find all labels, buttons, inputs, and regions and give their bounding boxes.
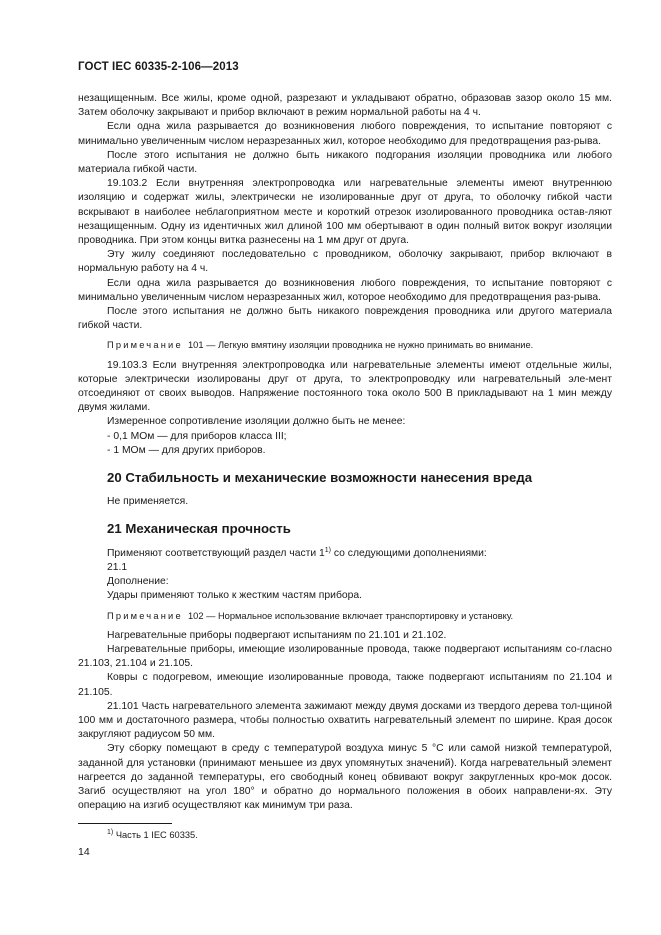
paragraph <box>78 547 612 561</box>
paragraph: Измеренное сопротивление изоляции должно быть не менее: <box>107 416 406 428</box>
note-label: Примечание <box>107 610 183 621</box>
section-heading-21: 21 Механическая прочность <box>107 521 291 537</box>
paragraph: После этого испытания не должно быть никакого повреждения проводника или другого материала гибкой части. <box>78 306 612 332</box>
section-heading-20: 20 Стабильность и механические возможности нанесения вреда <box>107 470 533 486</box>
footnote-separator <box>78 823 172 824</box>
clause-number: 21.1 <box>107 561 128 573</box>
list-item: - 1 МОм — для других приборов. <box>107 444 266 456</box>
paragraph: Если одна жила разрывается до возникновения любого повреждения, то испытание повторяют с минимально увеличенным числом неразрезанных жил, которое необходимо для предотвращения раз-рыва. <box>78 121 612 147</box>
paragraph: Дополнение: <box>107 576 169 588</box>
paragraph: Удары применяют только к жестким частям прибора. <box>107 590 362 602</box>
paragraph: Нагревательные приборы подвергают испытаниям по 21.101 и 21.102. <box>107 629 447 641</box>
footnote-ref: 1) <box>324 546 331 554</box>
footnote-marker: 1) <box>107 829 114 836</box>
paragraph-text: со следующими дополнениями: <box>331 547 487 559</box>
document-body <box>78 92 612 813</box>
paragraph: Ковры с подогревом, имеющие изолированные провода, также подвергают испытаниям по 21.104 и 21.105. <box>78 672 612 698</box>
footnote <box>107 830 198 840</box>
paragraph-21-101: 21.101 Часть нагревательного элемента зажимают между двумя досками из твердого дерева тол-щиной 100 мм и достаточного размера, чтобы полностью охватить нагревательный элемент по ширине. Края досок закругляют радиусом 50 мм. <box>78 700 612 741</box>
note-label: Примечание <box>107 340 183 351</box>
paragraph: Эту сборку помещают в среду с температурой воздуха минус 5 °С или самой низкой температурой, заданной для установки (принимают меньшее из двух упомянутых значений). Когда нагревательный элемент нагреется до заданной температуры, его свободный конец обвивают вокруг закругленных кро-мок досок. Загиб осуществляют на угол 180° и обратно до нормального положения в обоих направлени-ях. Эту операцию на изгиб осуществляют как минимум три раза. <box>78 743 612 812</box>
footnote-text: Часть 1 IEC 60335. <box>113 830 198 840</box>
paragraph-text: Применяют соответствующий раздел части 1 <box>107 547 325 559</box>
paragraph: незащищенным. Все жилы, кроме одной, разрезают и укладывают обратно, образовав зазор около 15 мм. Затем оболочку закрывают и прибор включают в режим нормальной работы на 4 ч. <box>78 93 612 119</box>
note-101 <box>78 338 612 352</box>
paragraph: Нагревательные приборы, имеющие изолированные провода, также подвергают испытаниям со-гласно 21.103, 21.104 и 21.105. <box>78 643 612 670</box>
note-text: 101 — Легкую вмятину изоляции проводника не нужно принимать во внимание. <box>187 340 534 351</box>
document-header: ГОСТ IEC 60335-2-106—2013 <box>78 61 239 73</box>
list-item: - 0,1 МОм — для приборов класса III; <box>107 430 287 442</box>
paragraph-19-103-3: 19.103.3 Если внутренняя электропроводка или нагревательные элементы имеют отдельные жилы, которые электрически изолированы друг от друга, то электропроводку или нагревательный эле-мент отсоединяют от своих выводов. Напряжение постоянного тока около 500 В прикладывают на 1 мин между двумя жилами. <box>78 359 612 414</box>
note-text: 102 — Нормальное использование включает транспортировку и установку. <box>187 610 514 621</box>
page-number: 14 <box>78 846 90 858</box>
paragraph: После этого испытания не должно быть никакого подгорания изоляции проводника или любого материала гибкой части. <box>78 149 612 176</box>
paragraph: Эту жилу соединяют последовательно с проводником, оболочку закрывают, прибор включают в нормальную работу на 4 ч. <box>78 249 612 275</box>
paragraph: Не применяется. <box>107 496 189 508</box>
paragraph-19-103-2: 19.103.2 Если внутренняя электропроводка или нагревательные элементы имеют внутреннюю изоляцию и содержат жилы, электрически не изолированные друг от друга, то оболочку гибкой части вскрывают в наиболее неблагоприятном месте и короткий отрезок изолированного проводника остав-ляют незащищенным. Одну из идентичных жил длиной 100 мм обертывают в один полный виток вокруг изоляции проводника. При этом концы витка разнесены на 1 мм друг от друга. <box>78 178 612 247</box>
note-102 <box>78 609 612 623</box>
paragraph: Если одна жила разрывается до возникновения любого повреждения, то испытание повторяют с минимально увеличенным числом неразрезанных жил, которое необходимо для предотвращения раз-рыва. <box>78 277 612 303</box>
